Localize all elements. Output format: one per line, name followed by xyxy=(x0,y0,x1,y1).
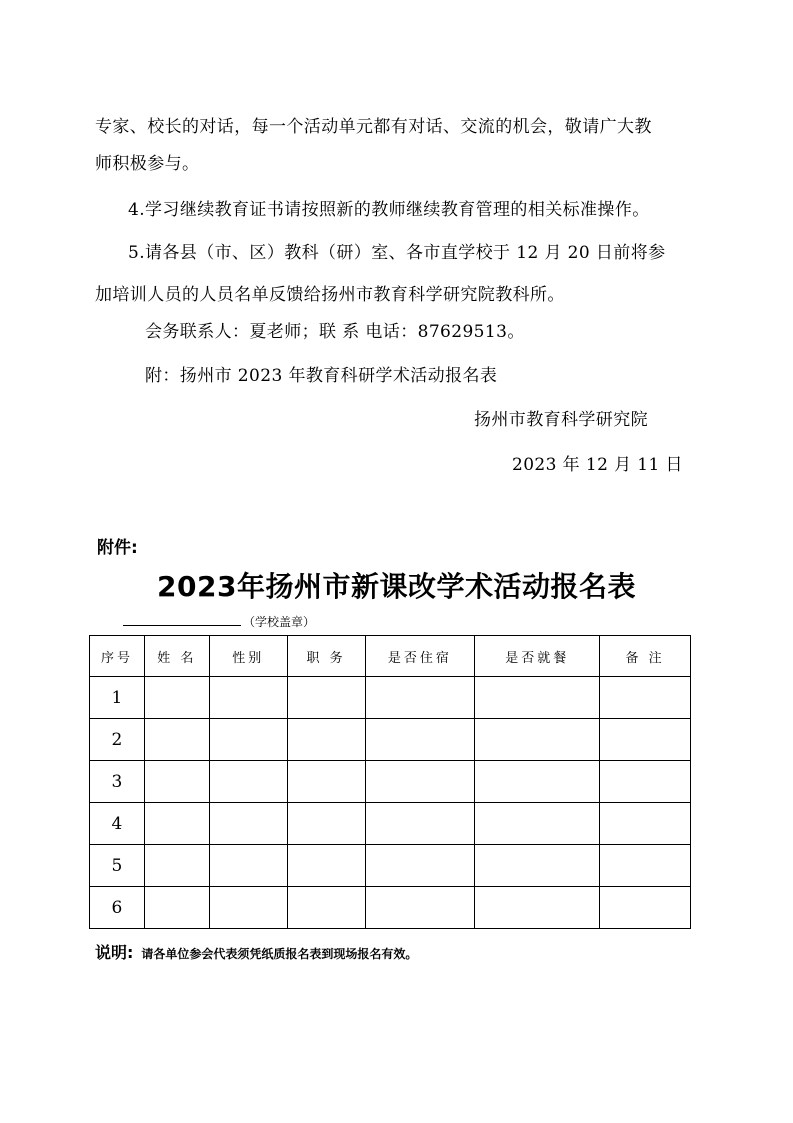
contact-line: 会务联系人：夏老师；联 系 电话：87629513。 xyxy=(145,322,525,342)
cell-dining xyxy=(475,677,600,719)
school-stamp-line xyxy=(123,624,241,626)
form-title: 2023年扬州市新课改学术活动报名表 xyxy=(157,570,636,603)
cell-dining xyxy=(475,761,600,803)
cell-dining xyxy=(475,887,600,929)
cell-lodging xyxy=(365,719,475,761)
header-remarks: 备 注 xyxy=(600,636,691,677)
body-paragraph-1: 专家、校长的对话，每一个活动单元都有对话、交流的机会，敬请广大教 xyxy=(95,117,652,137)
table-row xyxy=(90,761,691,803)
body-paragraph-2: 师积极参与。 xyxy=(95,154,200,174)
row-number: 4 xyxy=(90,803,145,845)
table-row xyxy=(90,845,691,887)
cell-remarks xyxy=(600,719,691,761)
cell-position xyxy=(287,719,365,761)
attachment-label: 附件: xyxy=(97,538,138,558)
cell-gender xyxy=(209,719,287,761)
header-lodging: 是否住宿 xyxy=(365,636,475,677)
cell-name xyxy=(144,845,209,887)
cell-dining xyxy=(475,845,600,887)
cell-name xyxy=(144,677,209,719)
cell-name xyxy=(144,887,209,929)
cell-name xyxy=(144,803,209,845)
body-paragraph-3: 4.学习继续教育证书请按照新的教师继续教育管理的相关标准操作。 xyxy=(128,200,650,220)
attachment-reference: 附：扬州市 2023 年教育科研学术活动报名表 xyxy=(145,366,498,386)
row-number: 1 xyxy=(90,677,145,719)
cell-lodging xyxy=(365,677,475,719)
row-number: 6 xyxy=(90,887,145,929)
cell-remarks xyxy=(600,803,691,845)
cell-gender xyxy=(209,845,287,887)
cell-remarks xyxy=(600,761,691,803)
cell-name xyxy=(144,719,209,761)
body-paragraph-5: 加培训人员的人员名单反馈给扬州市教育科学研究院教科所。 xyxy=(95,285,565,305)
school-stamp-label: （学校盖章） xyxy=(243,615,316,629)
table-row xyxy=(90,803,691,845)
cell-position xyxy=(287,845,365,887)
cell-position xyxy=(287,803,365,845)
row-number: 2 xyxy=(90,719,145,761)
table-row xyxy=(90,887,691,929)
cell-lodging xyxy=(365,845,475,887)
note-text: 请各单位参会代表须凭纸质报名表到现场报名有效。 xyxy=(141,947,418,961)
table-row xyxy=(90,719,691,761)
cell-lodging xyxy=(365,887,475,929)
registration-table xyxy=(89,635,691,929)
cell-remarks xyxy=(600,845,691,887)
note-label: 说明: xyxy=(95,943,134,962)
signature-date: 2023 年 12 月 11 日 xyxy=(512,455,683,475)
cell-gender xyxy=(209,677,287,719)
cell-remarks xyxy=(600,887,691,929)
cell-gender xyxy=(209,803,287,845)
cell-position xyxy=(287,761,365,803)
cell-gender xyxy=(209,761,287,803)
signature-organization: 扬州市教育科学研究院 xyxy=(474,410,648,430)
header-name: 姓 名 xyxy=(144,636,209,677)
cell-dining xyxy=(475,719,600,761)
cell-position xyxy=(287,677,365,719)
header-position: 职 务 xyxy=(287,636,365,677)
cell-lodging xyxy=(365,761,475,803)
form-note xyxy=(95,940,417,963)
table-row xyxy=(90,677,691,719)
header-gender: 性别 xyxy=(209,636,287,677)
body-paragraph-4: 5.请各县（市、区）教科（研）室、各市直学校于 12 月 20 日前将参 xyxy=(128,243,666,263)
cell-remarks xyxy=(600,677,691,719)
header-seq: 序号 xyxy=(90,636,145,677)
cell-lodging xyxy=(365,803,475,845)
cell-dining xyxy=(475,803,600,845)
header-dining: 是否就餐 xyxy=(475,636,600,677)
row-number: 5 xyxy=(90,845,145,887)
cell-position xyxy=(287,887,365,929)
row-number: 3 xyxy=(90,761,145,803)
cell-gender xyxy=(209,887,287,929)
table-header-row xyxy=(90,636,691,677)
cell-name xyxy=(144,761,209,803)
